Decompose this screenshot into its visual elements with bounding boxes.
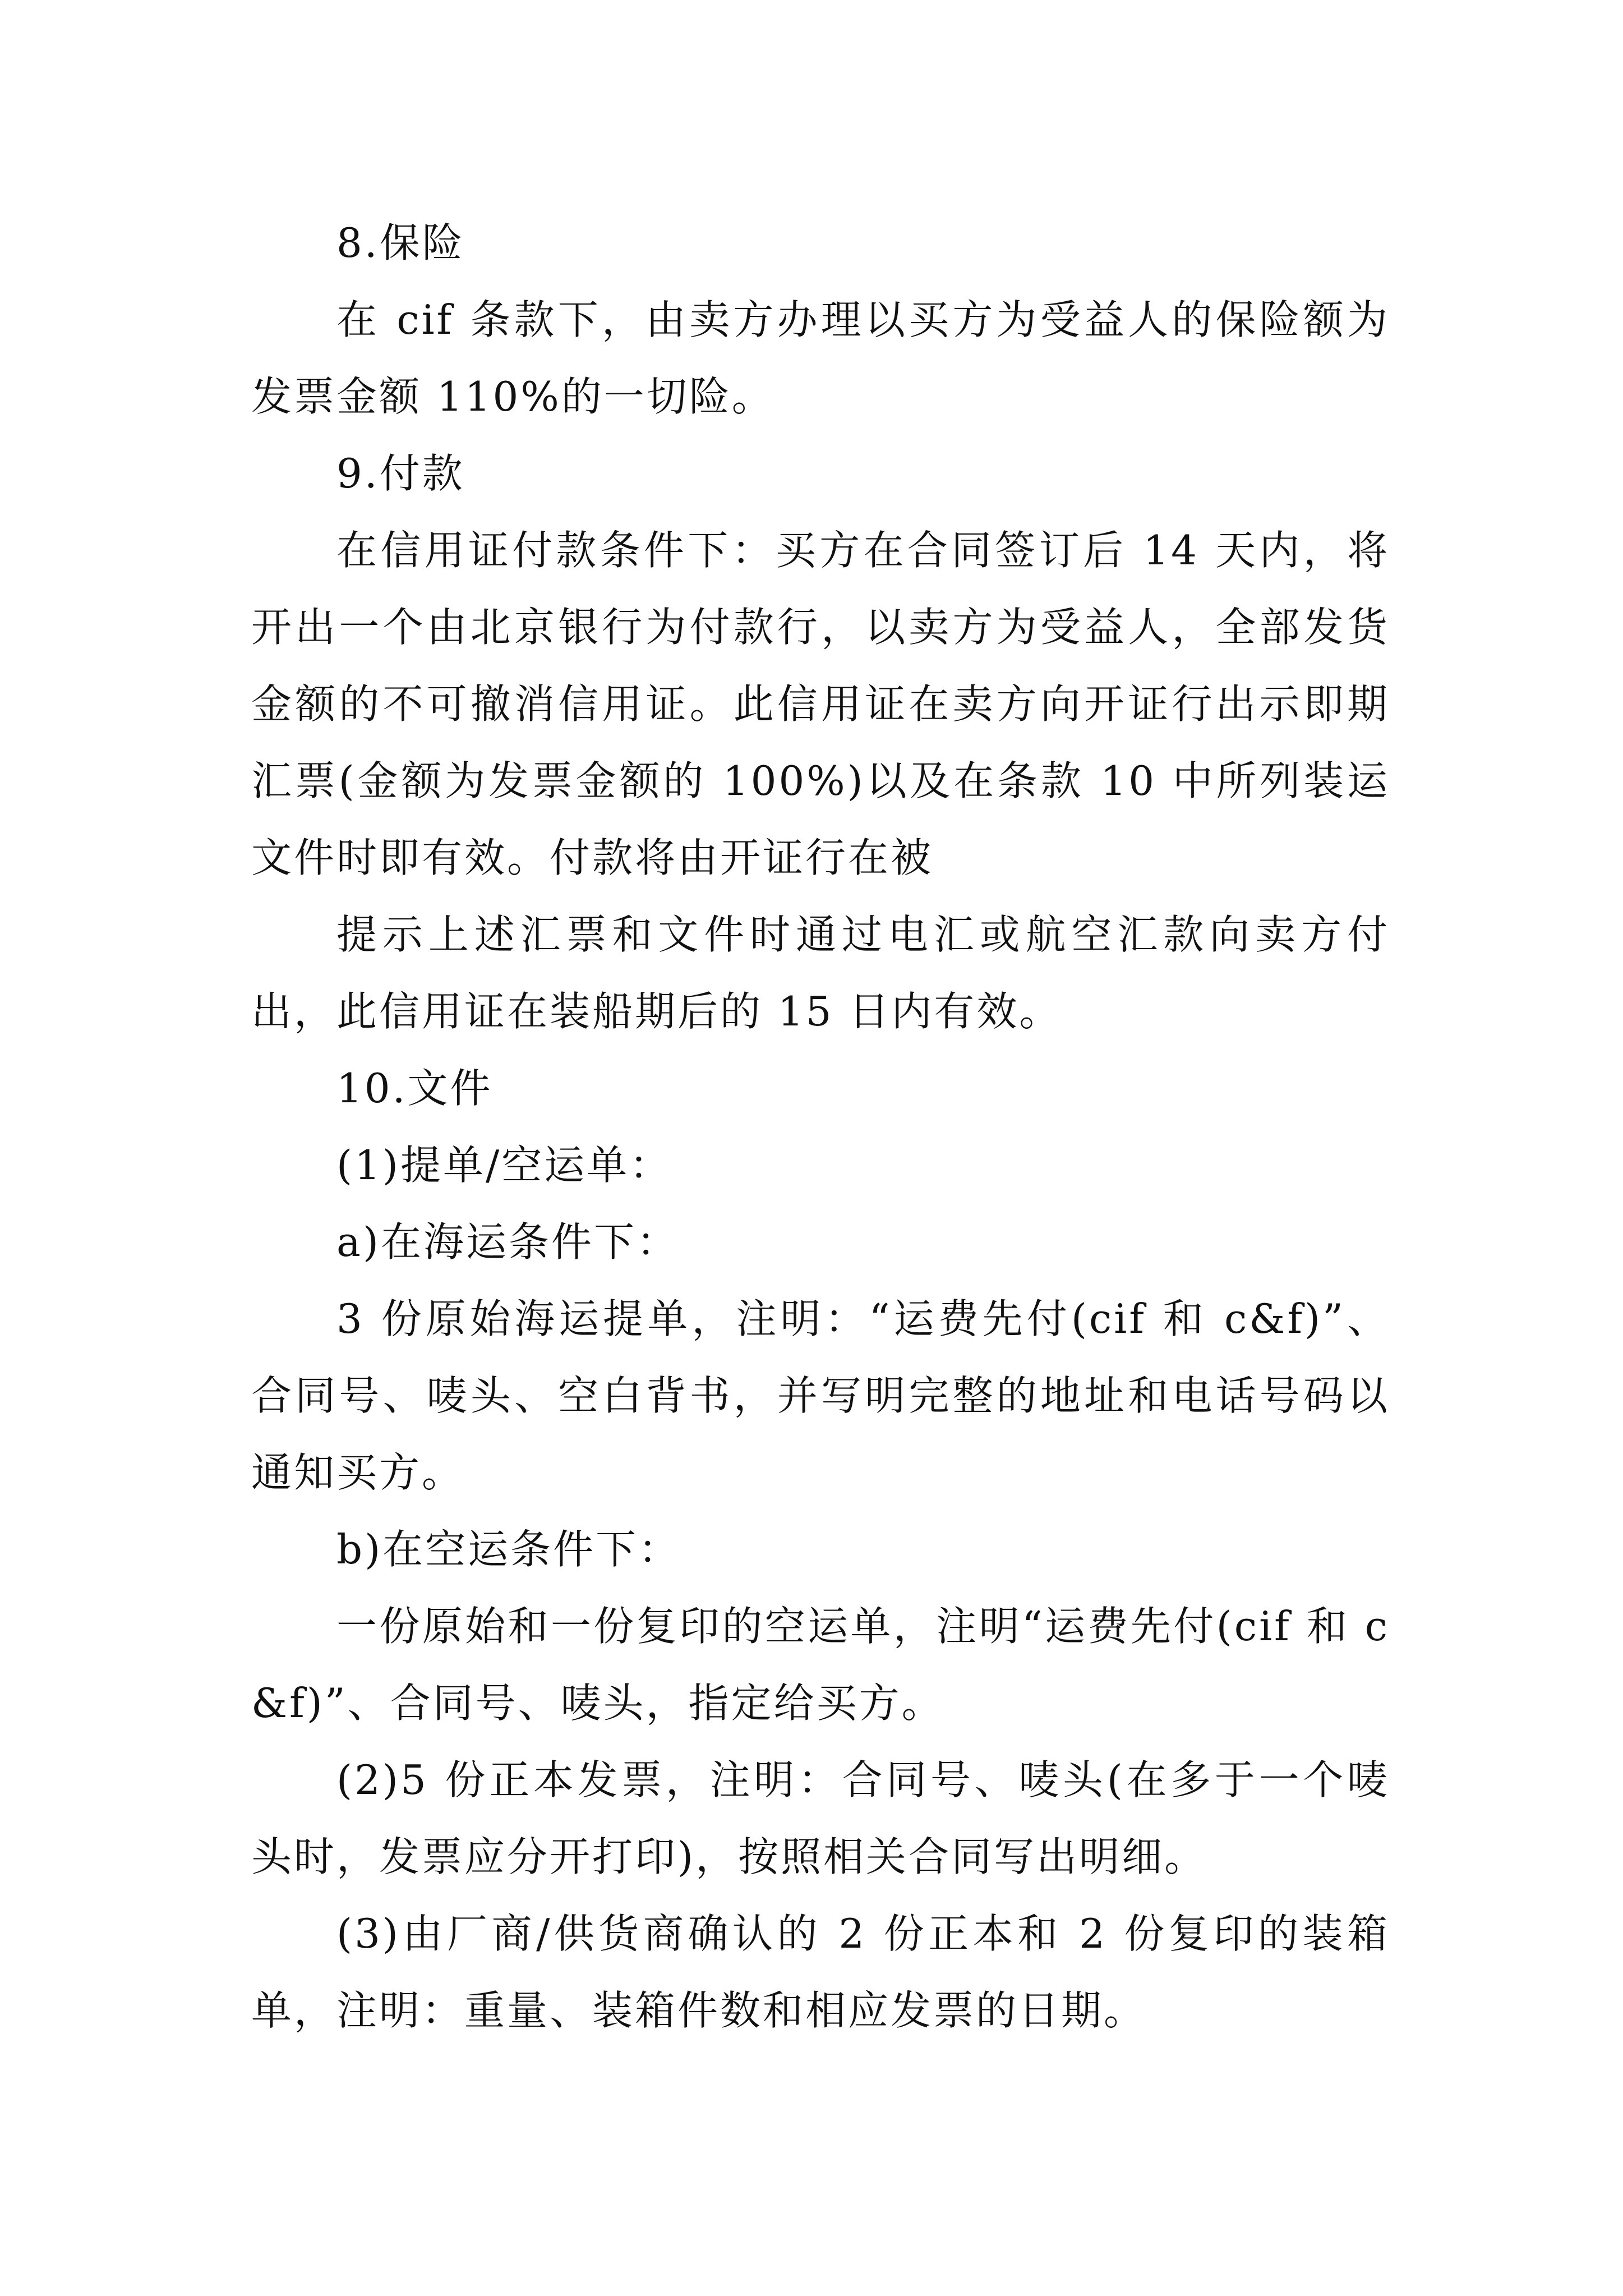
paragraph-packing-list: (3)由厂商/供货商确认的 2 份正本和 2 份复印的装箱单，注明：重量、装箱件数和相应发票的日期。: [251, 1910, 1390, 2034]
document-body: [251, 205, 1390, 2049]
paragraph-letter-of-credit: 在信用证付款条件下：买方在合同签订后 14 天内，将开出一个由北京银行为付款行，以卖方为受益人，全部发货金额的不可撤消信用证。此信用证在卖方向开证行出示即期汇票(金额为发票金额的 100%)以及在条款 10 中所列装运文件时即有效。付款将由开证行在被: [251, 527, 1390, 881]
paragraph-insurance-terms: 在 cif 条款下，由卖方办理以买方为受益人的保险额为发票金额 110%的一切险。: [251, 296, 1390, 420]
section-heading-payment: 9.付款: [336, 450, 465, 497]
paragraph-sea-bill: 3 份原始海运提单，注明：“运费先付(cif 和 c&f)”、合同号、唛头、空白背书，并写明完整的地址和电话号码以通知买方。: [251, 1295, 1390, 1496]
paragraph-air-waybill: 一份原始和一份复印的空运单，注明“运费先付(cif 和 c&f)”、合同号、唛头，指定给买方。: [251, 1603, 1390, 1727]
subheading-sea-transport: a)在海运条件下：: [336, 1218, 680, 1266]
subheading-air-transport: b)在空运条件下：: [336, 1526, 681, 1573]
section-heading-documents: 10.文件: [336, 1065, 493, 1112]
paragraph-payment-remittance: 提示上述汇票和文件时通过电汇或航空汇款向卖方付出，此信用证在装船期后的 15 日内有效。: [251, 911, 1390, 1035]
paragraph-invoices: (2)5 份正本发票，注明：合同号、唛头(在多于一个唛头时，发票应分开打印)，按照相关合同写出明细。: [251, 1756, 1390, 1880]
section-heading-insurance: 8.保险: [336, 219, 465, 266]
subheading-bill-of-lading: (1)提单/空运单：: [336, 1142, 672, 1189]
